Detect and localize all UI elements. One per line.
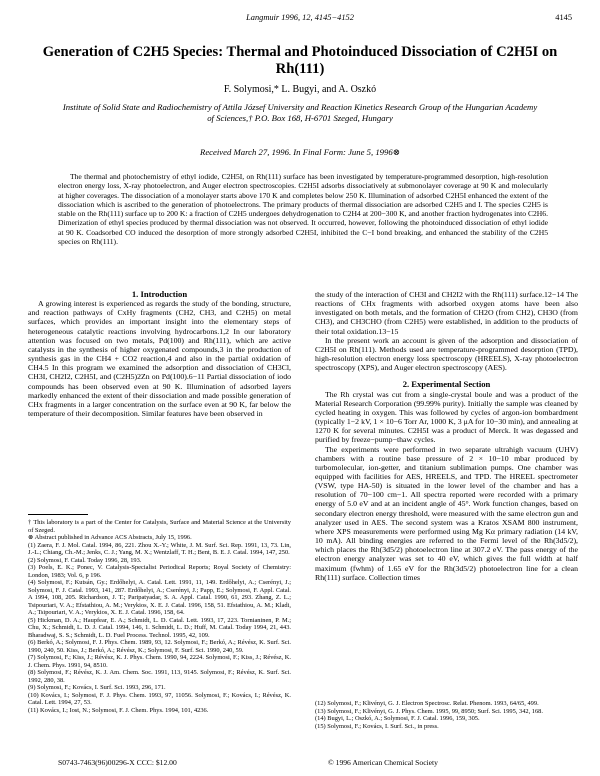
reference: (6) Berkó, A.; Solymosi, F. J. Phys. Chem. 1989, 93, 12. Solymosi, F.; Berkó, A.; Révész, K. Surf. Sci. 1990, 240, 50. Kiss, J.; Berkó, A.; Révész, K.; Solymosi, F. Surf. Sci. 1990, 240, 59. xyxy=(28,639,291,654)
article-title: Generation of C2H5 Species: Thermal and Photoinduced Dissociation of C2H5I on Rh(111) xyxy=(42,44,558,77)
left-column xyxy=(28,290,291,418)
intro-paragraph: the study of the interaction of CH3I and CH2I2 with the Rh(111) surface.12−14 The reactions of CHx fragments with adsorbed oxygen atoms have been also investigated on both metals, and the formation of CH2O (from CH2), CH3O (from CH3), and CH3CHO (from C2H5) were established, in addition to the products of their total oxidation.13−15 xyxy=(315,290,578,336)
reference: (13) Solymosi, F.; Klivényi, G. J. Phys. Chem. 1995, 99, 8950; Surf. Sci. 1995, 342, 168. xyxy=(315,707,543,715)
reference: (8) Solymosi, F.; Révész, K. J. Am. Chem. Soc. 1991, 113, 9145. Solymosi, F.; Révész, K. Surf. Sci. 1992, 280, 38. xyxy=(28,669,291,684)
section-heading-experimental: 2. Experimental Section xyxy=(402,379,491,390)
references-right xyxy=(315,700,578,730)
reference: (9) Solymosi, F.; Kovács, I. Surf. Sci. 1993, 296, 171. xyxy=(28,684,166,691)
right-column xyxy=(315,290,578,582)
affiliation: Institute of Solid State and Radiochemistry of Attila József University and Reaction Kinetics Research Group of the Hungarian Academy of Sciences,† P.O. Box 168, H-6701 Szeged, Hungary xyxy=(62,102,538,123)
footnotes xyxy=(28,512,291,714)
reference: (1) Zaera, F. J. Mol. Catal. 1994, 86, 221. Zhou X.-Y.; White, J. M. Surf. Sci. Rep. 1991, 13, 73. Lin, J.-L.; Chiang, Ch.-M.; Jenks, C. J.; Yang, M. X.; Wentzlaff, T. H.; Bent, B. E. J. Catal. 1994, 147, 250. xyxy=(28,541,291,556)
reference: (5) Hickman, D. A.; Haupfear, E. A.; Schmidt, L. D. Catal. Lett. 1993, 17, 223. Tornianinen, P. M.; Chu, X.; Schmidt, L. D. J. Catal. 1994, 146, 1. Schmidt, L. D.; Huff, M. Catal. Today 1994, 21, 443. Bharadwaj, S. S.; Schmidt, L. D. Fuel Process. Technol. 1995, 42, 109. xyxy=(28,616,291,639)
abstract: The thermal and photochemistry of ethyl iodide, C2H5I, on Rh(111) surface has been investigated by temperature-programmed desorption, high-resolution electron energy loss, X-ray photoelectron, and Auger electron spectroscopies. C2H5I adsorbs dissociatively at submonolayer coverage at 90 K and molecularly at higher coverages. The dissociation of a monolayer starts above 170 K and completes below 250 K. Illumination of adsorbed C2H5I enhanced the extent of the dissociation which is ascribed to the generation of photoelectrons. The primary products of thermal dissociation are adsorbed C2H5 and I. The species C2H5 is stable on the Rh(111) surface up to 200 K: a fraction of C2H5 undergoes dehydrogenation to C2H4 at 200−300 K, and another fraction hydrogenates into C2H6. Dimerization of ethyl species produced by thermal dissociation was not observed. It occurred, however, following the photoinduced dissociation of ethyl iodide at 90 K. Coadsorbed CO induced the desorption of more strongly adsorbed C2H5I, inhibited the C−I bond breaking, and enhanced the stability of the C2H5 species on Rh(111). xyxy=(58,172,548,247)
reference: (11) Kovács, I.; Iost, N.; Solymosi, F. J. Chem. Phys. 1994, 101, 4236. xyxy=(28,706,209,714)
page-number: 4145 xyxy=(555,13,572,22)
reference: (2) Solymosi, F. Catal. Today 1996, 28, 193. xyxy=(28,556,142,564)
copyright: © 1996 American Chemical Society xyxy=(328,758,438,767)
experimental-paragraph: The experiments were performed in two separate ultrahigh vacuum (UHV) chambers with a routine base pressure of 2 × 10−10 mbar produced by turbomolecular, ion-getter, and titanium sublimation pumps. One chamber was equipped with facilities for AES, HREELS, and TPD. The HREEL spectrometer (VSW, type HA-50) is situated in the lower level of the chamber and has a resolution of 70−100 cm−1. All spectra reported were recorded with a primary energy of 5.0 eV and at an incident angle of 45°. Work function changes, based on secondary electron energy threshold, were measured with the same electron gun and analyzer used in AES. The second system was a Kratos XSAM 800 instrument, where XPS measurements were performed using Mg Kα primary radiation (14 kV, 10 mA). All binding energies are referred to the Fermi level of the Rh(3d5/2), which places the Rh(3d5/2) photoelectron line at 307.2 eV. The pass energy of the electron energy analyzer was set to 40 eV, which gives the full width at half maximum (fwhm) of 1.65 eV for the Rh(3d5/2) photoelectron line for a clean Rh(111) surface. Collection times xyxy=(315,444,578,582)
footnote: ⊗ Abstract published in Advance ACS Abstracts, July 15, 1996. xyxy=(28,534,192,541)
section-heading-introduction: 1. Introduction xyxy=(131,289,188,299)
article-code: S0743-7463(96)00296-X CCC: $12.00 xyxy=(58,758,177,767)
received-dates: Received March 27, 1996. In Final Form: June 5, 1996⊗ xyxy=(200,147,400,157)
footnote: † This laboratory is a part of the Center for Catalysis, Surface and Material Science at the University of Szeged. xyxy=(28,519,291,534)
authors: F. Solymosi,* L. Bugyi, and A. Oszkó xyxy=(223,84,377,95)
reference: (3) Poels, E. K.; Ponec, V. Catalysis-Specialist Periodical Reports; Royal Society of Chemistry: London, 1983; Vol. 6, p 196. xyxy=(28,564,291,579)
reference: (4) Solymosi, F.; Kutsán, Gy.; Erdőhelyi, A. Catal. Lett. 1991, 11, 149. Erdőhelyi, A.; Cserényi, J.; Solymosi, F. J. Catal. 1993, 141, 287. Erdőhelyi, A.; Cserényi, J.; Papp, E.; Solymosi, F. Appl. Catal. A 1994, 108, 205. Richardson, J. T.; Paripatyadar, S. A. Appl. Catal. 1990, 61, 293. Zhang, Z. L.; Tsipouriari, V. A.; Efstathiou, A. M.; Verykios, X. E. J. Catal. 1996, 158, 51. Efstathiou, A. M.; Kladi, A.; Tsipouriari, V. A.; Verykios, X. E. J. Catal. 1996, 158, 64. xyxy=(28,579,291,616)
reference: (12) Solymosi, F.; Klivényi, G. J. Electron Spectrosc. Relat. Phenom. 1993, 64/65, 499. xyxy=(315,700,539,707)
experimental-paragraph: The Rh crystal was cut from a single-crystal boule and was a product of the Material Research Corporation (99.99% purity). Initially the sample was cleaned by cycled heating in oxygen. This was followed by cycles of argon-ion bombardment (typically 1−2 kV, 1 × 10−6 Torr Ar, 1000 K, 3 μA for 10−30 min), and annealing at 1270 K for several minutes. C2H5I was a product of Merck. It was degassed and purified by freeze−pump−thaw cycles. xyxy=(315,389,578,445)
footnote-rule xyxy=(28,514,88,515)
reference: (7) Solymosi, F.; Kiss, J.; Révész, K. J. Phys. Chem. 1990, 94, 2224. Solymosi, F.; Kiss, J.; Révész, K. J. Chem. Phys. 1991, 94, 8510. xyxy=(28,654,291,669)
reference: (14) Bugyi, L.; Oszkó, A.; Solymosi, F. J. Catal. 1996, 159, 305. xyxy=(315,715,480,722)
reference: (15) Solymosi, F.; Kovács, I. Surf. Sci., in press. xyxy=(315,722,439,730)
reference: (10) Kovács, I.; Solymosi, F. J. Phys. Chem. 1993, 97, 11056. Solymosi, F.; Kovács, I.; Révész, K. Catal. Lett. 1994, 27, 53. xyxy=(28,691,291,706)
journal-header: Langmuir 1996, 12, 4145−4152 xyxy=(246,13,354,22)
intro-paragraph: A growing interest is experienced as regards the study of the bonding, structure, and reaction pathways of CxHy fragments (CH2, CH3, and C2H5) on metal surfaces, which provides an important insight into the elementary steps of heterogeneous catalytic reactions involving hydrocarbons.1,2 In our laboratory attention was focused on two metals, Pd(100) and Rh(111), which are active catalysts in the synthesis of higher oxygenated compounds,3 in the production of synthesis gas in the CH4 + CO2 reaction,4 and also in the partial oxidation of CH4.5 In this program we examined the adsorption and dissociation of CH3Cl, CH3I, CH2I2, C2H5I, and (C2H5)2Zn on Pd(100).6−11 Partial dissociation of iodo compounds has been observed even at 90 K. Illumination of adsorbed layers markedly enhanced the extent of their dissociation and made possible generation of CHx fragments in a larger concentration on the surface even at 90 K, far below the temperature of their decomposition. Similar features have been observed in xyxy=(28,299,291,419)
intro-paragraph: In the present work an account is given of the adsorption and dissociation of C2H5I on Rh(111). Methods used are temperature-programmed desorption (TPD), high-resolution electron energy loss spectroscopy (HREELS), X-ray photoelectron spectroscopy (XPS), and Auger electron spectroscopy (AES). xyxy=(315,335,578,373)
